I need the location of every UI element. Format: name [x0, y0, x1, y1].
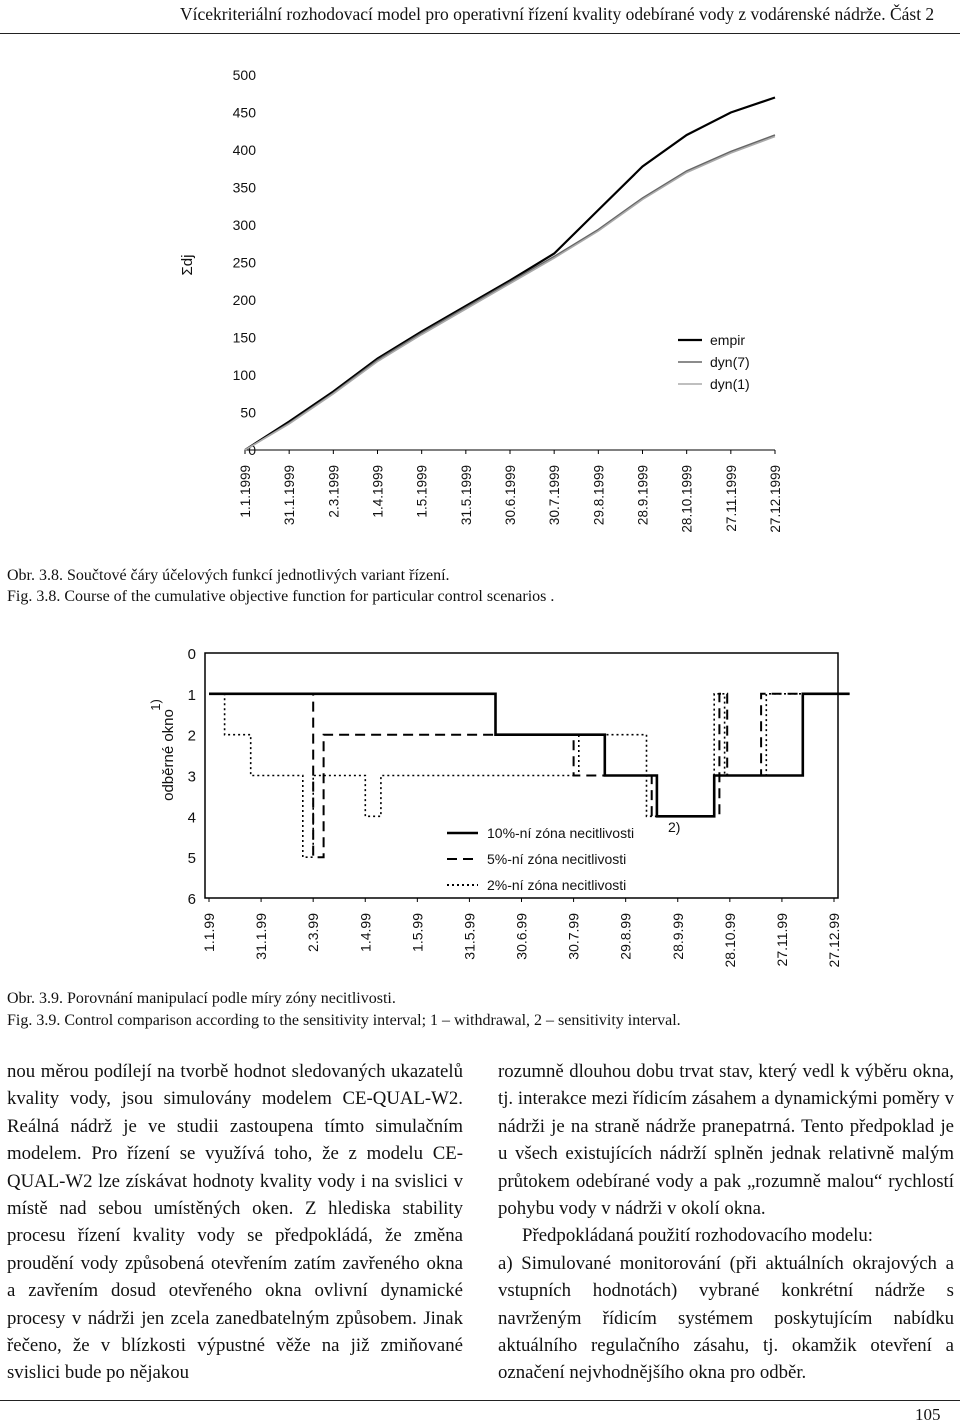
x-tick-label: 1.5.1999	[414, 465, 430, 518]
figure2-caption-en: Fig. 3.9. Control comparison according to the sensitivity interval; 1 – withdrawal, 2 – sensitivity interval.	[7, 1012, 681, 1029]
x-tick-label: 27.12.1999	[768, 465, 783, 533]
y-tick-label: 350	[232, 179, 256, 196]
x-tick-label: 28.9.1999	[635, 465, 651, 526]
y-tick-label: 5	[187, 850, 196, 868]
x-tick-label: 31.1.1999	[282, 465, 298, 526]
legend-label: empir	[710, 332, 746, 348]
legend-label: 10%-ní zóna necitlivosti	[487, 825, 635, 841]
cumulative-objective-chart	[0, 40, 960, 550]
x-tick-label: 29.8.99	[617, 913, 634, 960]
x-tick-label: 31.1.99	[253, 913, 270, 960]
paragraph: rozumně dlouhou dobu trvat stav, který vedl k výběru okna, tj. interakce mezi řídicím zásahem a dynamickými poměry v nádrži je na straně nádrže pranepatrná. Tento předpoklad je u všech existujících nádrží splněn jednak relativně malým průtokem odebírané vody a pak „rozumně malou“ rychlostí pohybu vody v nádrži v okolí okna.	[498, 1061, 954, 1220]
x-tick-label: 29.8.1999	[591, 465, 607, 526]
text-column-right	[498, 1058, 954, 1387]
series-line-dyn7	[245, 135, 775, 450]
series-line-dyn1	[245, 137, 775, 451]
x-tick-label: 30.6.1999	[503, 465, 518, 526]
x-tick-label: 1.1.1999	[238, 465, 253, 518]
x-tick-label: 1.4.99	[357, 913, 374, 952]
y-tick-label: 6	[187, 891, 196, 908]
y-tick-label: 2	[187, 727, 196, 745]
paragraph: nou měrou podílejí na tvorbě hodnot sledovaných ukazatelů kvality vody, jsou simulovány modelem CE-QUAL-W2. Reálná nádrž je ve studii zastoupena tímto simulačním modelem. Pro řízení se využívá toho, že z modelu CE-QUAL-W2 lze získávat hodnoty kvality vody i na svislici v místě nad sebou umístěných oken. Z hlediska stability procesu řízení kvality vody se předpokládá, že změna proudění vody způsobená otevřením zatím zavřeného okna a zavřením dosud otevřeného okna ovlivní dynamické procesy v nádrži jen zcela zanedbatelným způsobem. Jinak řečeno, že v blízkosti výpustné věže na již zmiňované svislici bude po nějakou	[7, 1061, 463, 1384]
x-tick-label: 1.4.1999	[370, 465, 386, 518]
x-tick-label: 28.10.1999	[679, 465, 695, 533]
x-tick-label: 2.3.1999	[326, 465, 342, 518]
legend-label: 2%-ní zóna necitlivosti	[487, 877, 627, 893]
paragraph: Předpokládaná použití rozhodovacího modelu:	[522, 1225, 874, 1247]
paragraph: a) Simulované monitorování (při aktuálních okrajových a vstupních hodnotách) vybrané konkrétní nádrže s navrženým řídicím systémem poskytujícím nabídku aktuálního regulačního zásahu, tj. okamžik otevření a označení nejvhodnějšího okna pro odběr.	[498, 1252, 954, 1384]
y-tick-label: 0	[187, 646, 196, 663]
y-tick-label: 150	[232, 329, 256, 346]
legend-label: dyn(1)	[710, 376, 750, 392]
x-tick-label: 31.5.99	[461, 913, 478, 960]
x-tick-label: 31.5.1999	[458, 465, 474, 526]
x-tick-label: 1.1.99	[201, 913, 217, 952]
y-axis-label: Σdj	[179, 254, 196, 276]
legend-label: dyn(7)	[710, 354, 750, 370]
x-tick-label: 28.9.99	[669, 913, 686, 960]
y-tick-label: 3	[187, 768, 196, 786]
x-tick-label: 27.11.99	[773, 913, 790, 967]
header-rule	[0, 33, 960, 34]
figure1-caption-cs: Obr. 3.8. Součtové čáry účelových funkcí jednotlivých variant řízení.	[7, 567, 450, 584]
x-tick-label: 30.6.99	[513, 913, 530, 960]
y-tick-label: 400	[232, 142, 256, 158]
y-tick-label: 500	[232, 67, 256, 83]
y-tick-label: 0	[248, 442, 256, 458]
x-tick-label: 27.12.99	[826, 913, 842, 968]
y-tick-label: 300	[232, 217, 256, 233]
figure2-caption-cs: Obr. 3.9. Porovnání manipulací podle míry zóny necitlivosti.	[7, 990, 396, 1007]
x-tick-label: 1.5.99	[409, 913, 426, 952]
footer-rule	[0, 1400, 960, 1401]
annotation-mark: 2)	[668, 819, 681, 835]
window-control-chart	[0, 615, 960, 985]
y-tick-label: 200	[232, 292, 256, 308]
x-tick-label: 30.7.99	[565, 913, 582, 960]
x-tick-label: 30.7.1999	[547, 465, 563, 526]
y-axis-label: odběrné okno	[160, 709, 177, 801]
y-tick-label: 450	[232, 104, 256, 121]
x-tick-label: 2.3.99	[305, 913, 322, 952]
legend-label: 5%-ní zóna necitlivosti	[487, 851, 627, 867]
x-tick-label: 27.11.1999	[723, 465, 739, 532]
y-tick-label: 250	[232, 254, 256, 271]
y-tick-label: 4	[187, 809, 196, 827]
y-tick-label: 1	[187, 686, 196, 704]
text-column-left	[7, 1058, 463, 1387]
y-tick-label: 100	[232, 367, 256, 383]
y-tick-label: 50	[240, 404, 256, 421]
y-axis-footnote-mark: 1)	[148, 699, 163, 711]
figure1-caption-en: Fig. 3.8. Course of the cumulative objective function for particular control scenarios .	[7, 588, 555, 605]
page-number: 105	[915, 1405, 941, 1424]
series-line-solid	[209, 694, 850, 817]
running-header: Vícekriteriální rozhodovací model pro operativní řízení kvality odebírané vody z vodárenské nádrže. Část 2	[180, 4, 935, 24]
x-tick-label: 28.10.99	[721, 913, 738, 968]
series-line-empir	[245, 98, 775, 451]
